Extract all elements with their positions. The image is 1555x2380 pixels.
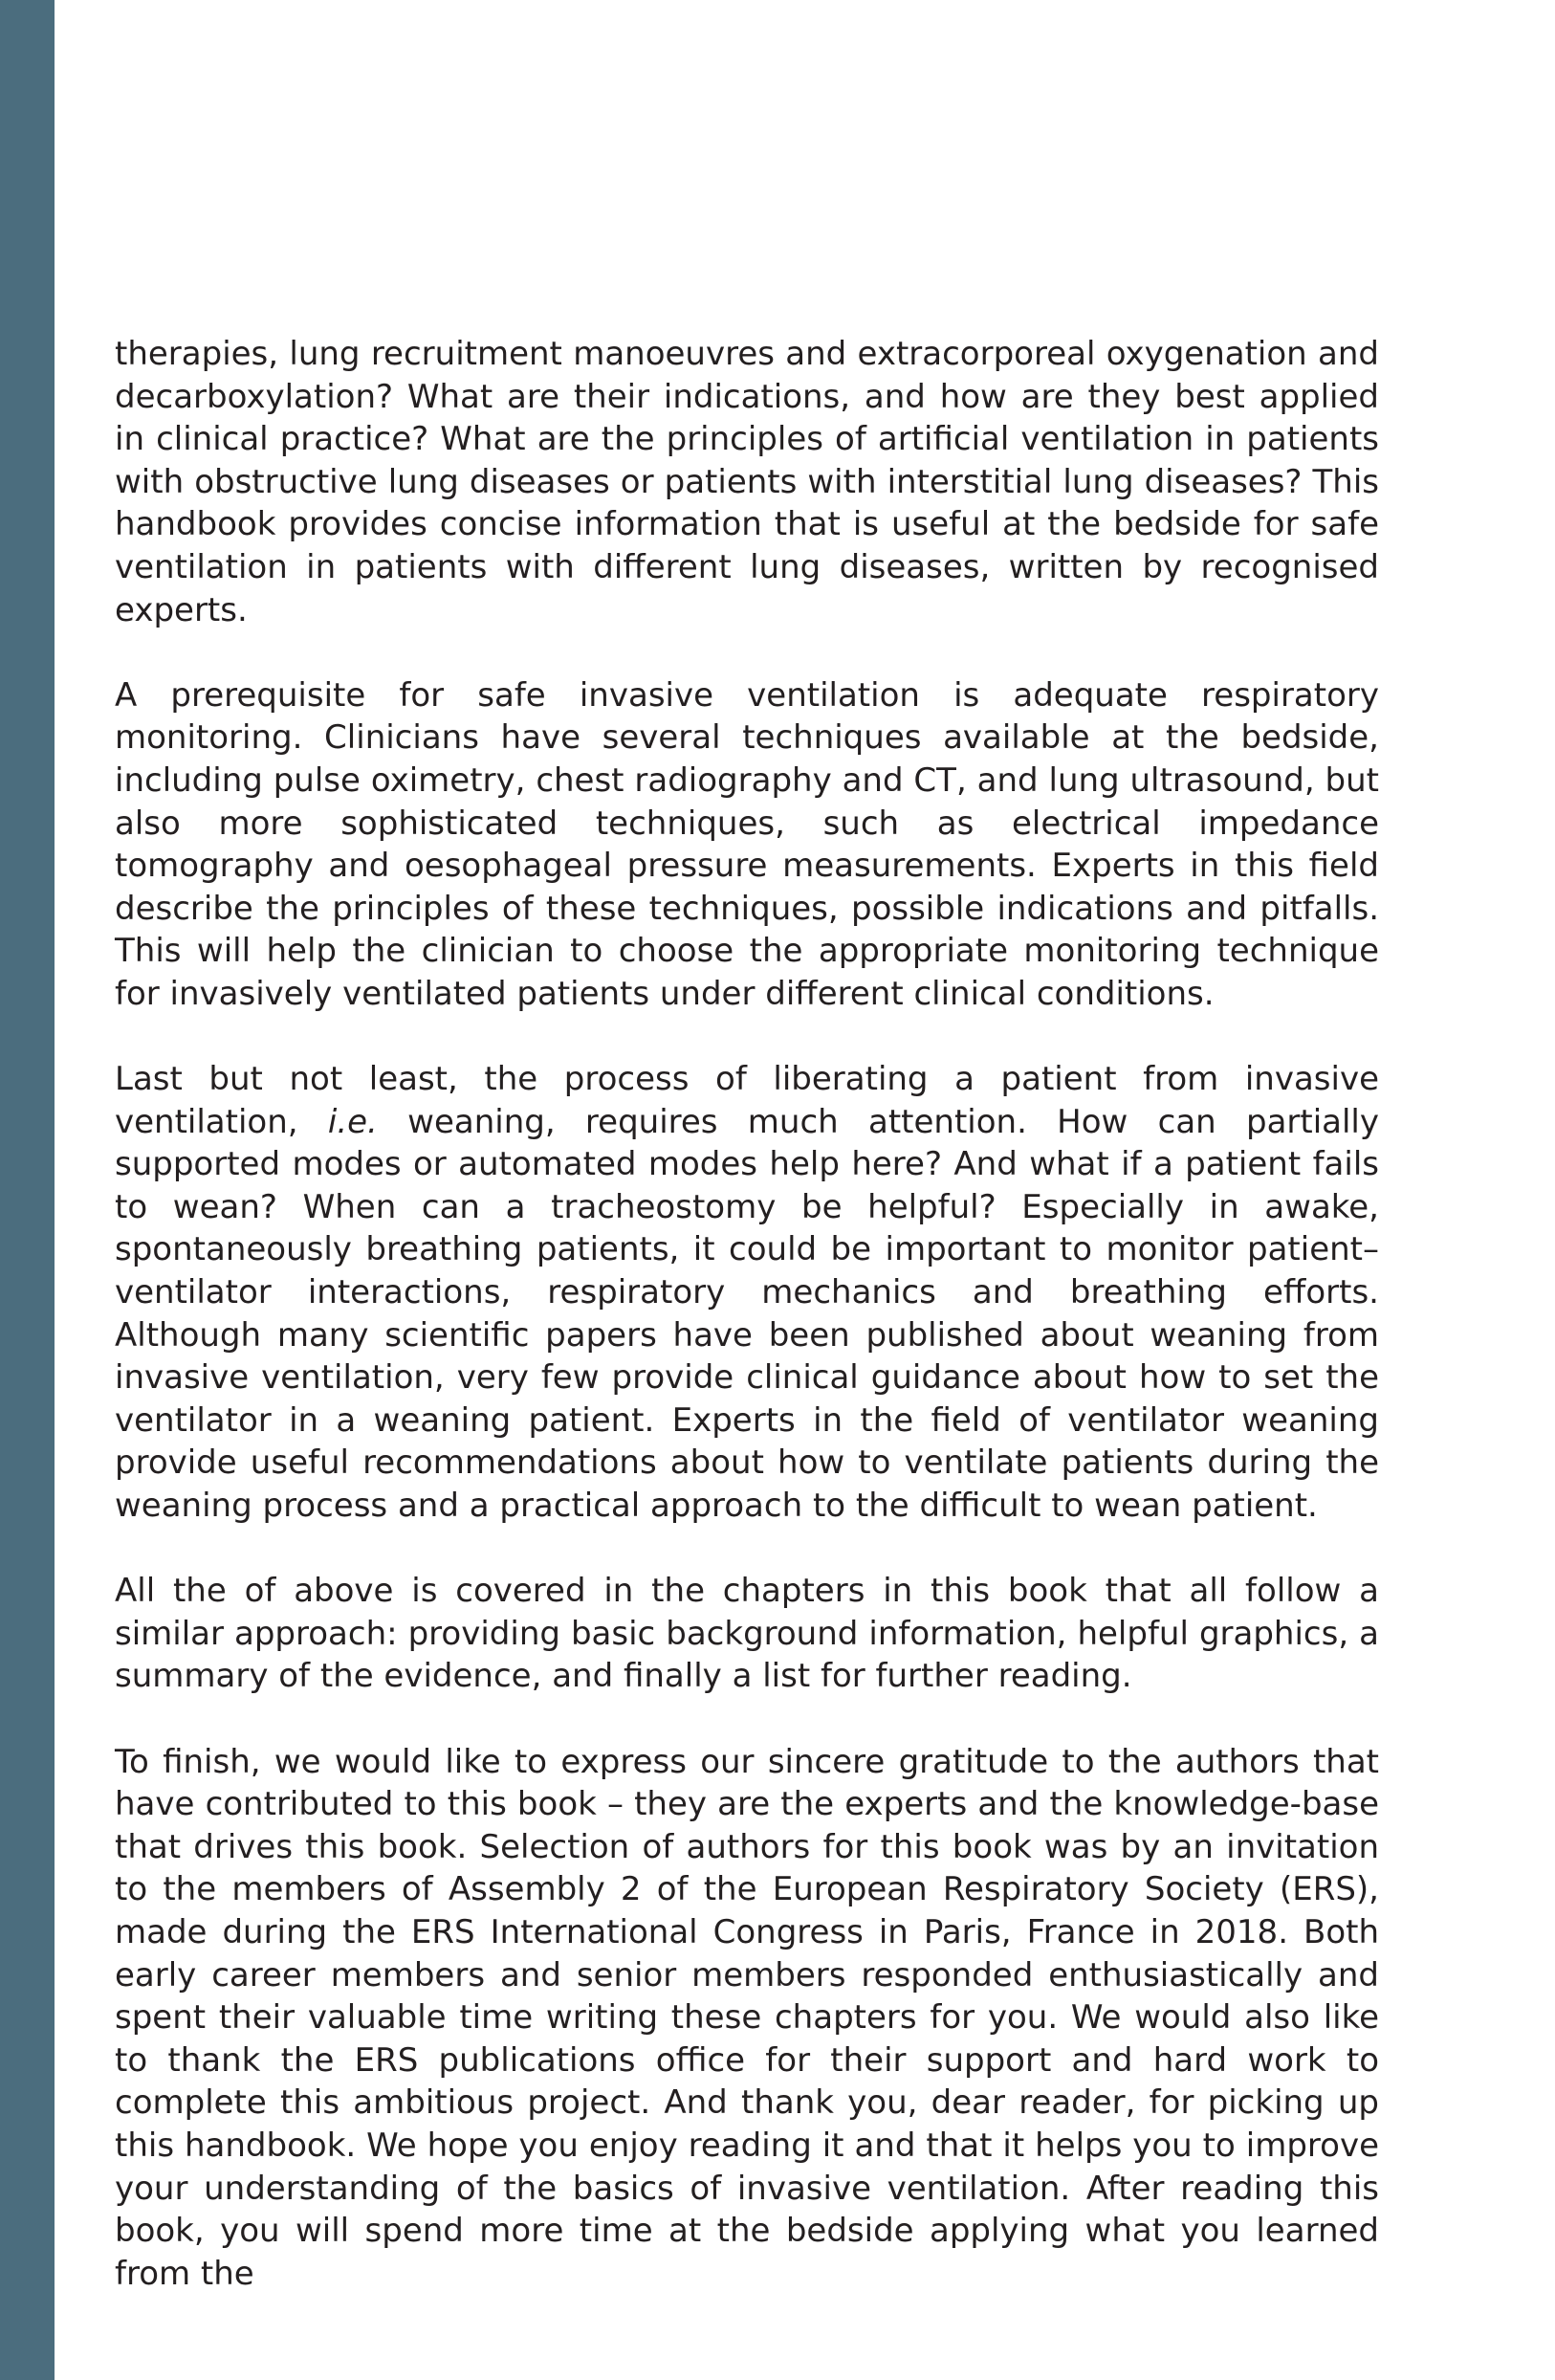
paragraph-weaning [115, 1058, 1379, 1528]
paragraph-weaning-start: Last but not least, the process of liberating a patient from invasive ventilation, [115, 1060, 1379, 1141]
paragraph-chapters: All the of above is covered in the chapters in this book that all follow a similar approach: providing basic background information, helpful graphics, a summary of the evidence, and finally a list for further reading. [115, 1572, 1379, 1696]
document-body [115, 333, 1379, 2295]
paragraph-weaning-end: weaning, requires much attention. How can partially supported modes or automated modes help here? And what if a patient fails to wean? When can a tracheostomy be helpful? Especially in awake, spontaneously breathing patients, it could be important to monitor patient–ventilator interactions, respiratory mechanics and breathing efforts. Although many scientific papers have been published about weaning from invasive ventilation, very few provide clinical guidance about how to set the ventilator in a weaning patient. Experts in the field of ventilator weaning provide useful recommendations about how to ventilate patients during the weaning process and a practical approach to the difficult to wean patient. [115, 1102, 1380, 1526]
paragraph-therapies: therapies, lung recruitment manoeuvres and extracorporeal oxygenation and decarboxylation? What are their indications, and how are they best applied in clinical practice? What are the principles of artificial ventilation in patients with obstructive lung diseases or patients with interstitial lung diseases? This handbook provides concise information that is useful at the bedside for safe ventilation in patients with different lung diseases, written by recognised experts. [115, 335, 1379, 629]
paragraph-monitoring: A prerequisite for safe invasive ventilation is adequate respiratory monitoring. Clinicians have several techniques available at the bedside, including pulse oximetry, chest radiography and CT, and lung ultrasound, but also more sophisticated techniques, such as electrical impedance tomography and oesophageal pressure measurements. Experts in this field describe the principles of these techniques, possible indications and pitfalls. This will help the clinician to choose the appropriate monitoring technique for invasively ventilated patients under different clinical conditions. [115, 675, 1379, 1013]
paragraph-gratitude: To finish, we would like to express our sincere gratitude to the authors that have contributed to this book – they are the experts and the knowledge-base that drives this book. Selection of authors for this book was by an invitation to the members of Assembly 2 of the European Respiratory Society (ERS), made during the ERS International Congress in Paris, France in 2018. Both early career members and senior members responded enthusiastically and spent their valuable time writing these chapters for you. We would also like to thank the ERS publications office for their support and hard work to complete this ambitious project. And thank you, dear reader, for picking up this handbook. We hope you enjoy reading it and that it helps you to improve your understanding of the basics of invasive ventilation. After reading this book, you will spend more time at the bedside applying what you learned from the [115, 1742, 1379, 2293]
page-side-band [0, 0, 55, 2380]
paragraph-weaning-italic: i.e. [327, 1102, 378, 1141]
